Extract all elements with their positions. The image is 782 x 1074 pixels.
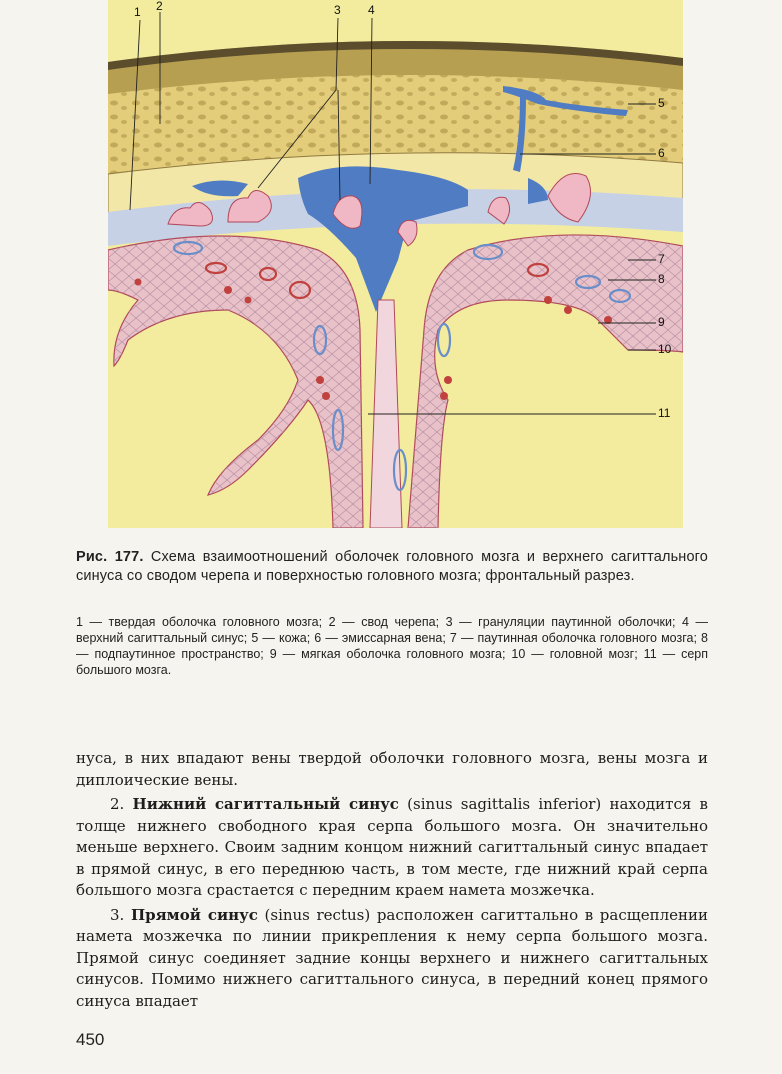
figure-caption-text: Схема взаимоотношений оболочек головного мозга и верхнего сагиттального синуса со сводом черепа и поверхностью головного мозга; фронтальный разрез. (76, 549, 708, 584)
paragraph-3 (76, 905, 708, 1013)
anatomy-figure (108, 0, 683, 528)
paragraph-2-text: (sinus sagittalis inferior) находится в толще нижнего свободного края серпа большого мозга. Он значительно меньше верхнего. Своим задним концом нижний сагиттальный синус впадает в прямой синус, в его переднюю часть, в том месте, где нижний край серпа большого мозга срастается с передним краем намета мозжечка. (76, 795, 708, 899)
figure-legend: 1 — твердая оболочка головного мозга; 2 — свод черепа; 3 — грануляции паутинной оболочки; 4 — верхний сагиттальный синус; 5 — кожа; 6 — эмиссарная вена; 7 — паутинная оболочка головного мозга; 8 — подпаутинное пространство; 9 — мягкая оболочка головного мозга; 10 — головной мозг; 11 — серп большого мозга. (76, 615, 708, 677)
callout-5: 5 (658, 96, 665, 110)
paragraph-3-number: 3. (110, 905, 131, 924)
paragraph-2-number: 2. (110, 795, 133, 813)
callout-9: 9 (658, 315, 665, 329)
callout-2: 2 (156, 0, 163, 13)
paragraph-2 (76, 794, 708, 902)
paragraph-3-text: (sinus rectus) расположен сагиттально в расщеплении намета мозжечка по линии прикрепления к нему серпа большого мозга. Прямой синус соединяет задние концы верхнего и нижнего сагиттальных синусов. Помимо нижнего сагиттального синуса, в передний конец прямого синуса впадает (76, 905, 708, 1010)
callout-7: 7 (658, 252, 665, 266)
callout-1: 1 (134, 5, 141, 19)
figure-caption (76, 548, 708, 586)
callout-10: 10 (658, 342, 672, 356)
callout-4: 4 (368, 3, 375, 17)
paragraph-2-term: Нижний сагиттальный синус (132, 795, 399, 813)
callout-8: 8 (658, 272, 665, 286)
body-text (76, 748, 708, 1012)
callout-6: 6 (658, 146, 665, 160)
page-number: 450 (76, 1030, 105, 1049)
paragraph-3-term: Прямой синус (130, 905, 258, 924)
callout-11: 11 (658, 406, 671, 420)
paragraph-1: нуса, в них впадают вены твердой оболочки головного мозга, вены мозга и диплоические вены. (76, 749, 708, 789)
figure-label: Рис. 177. (76, 549, 144, 565)
meninges-diagram (108, 0, 683, 528)
callout-3: 3 (334, 3, 341, 17)
